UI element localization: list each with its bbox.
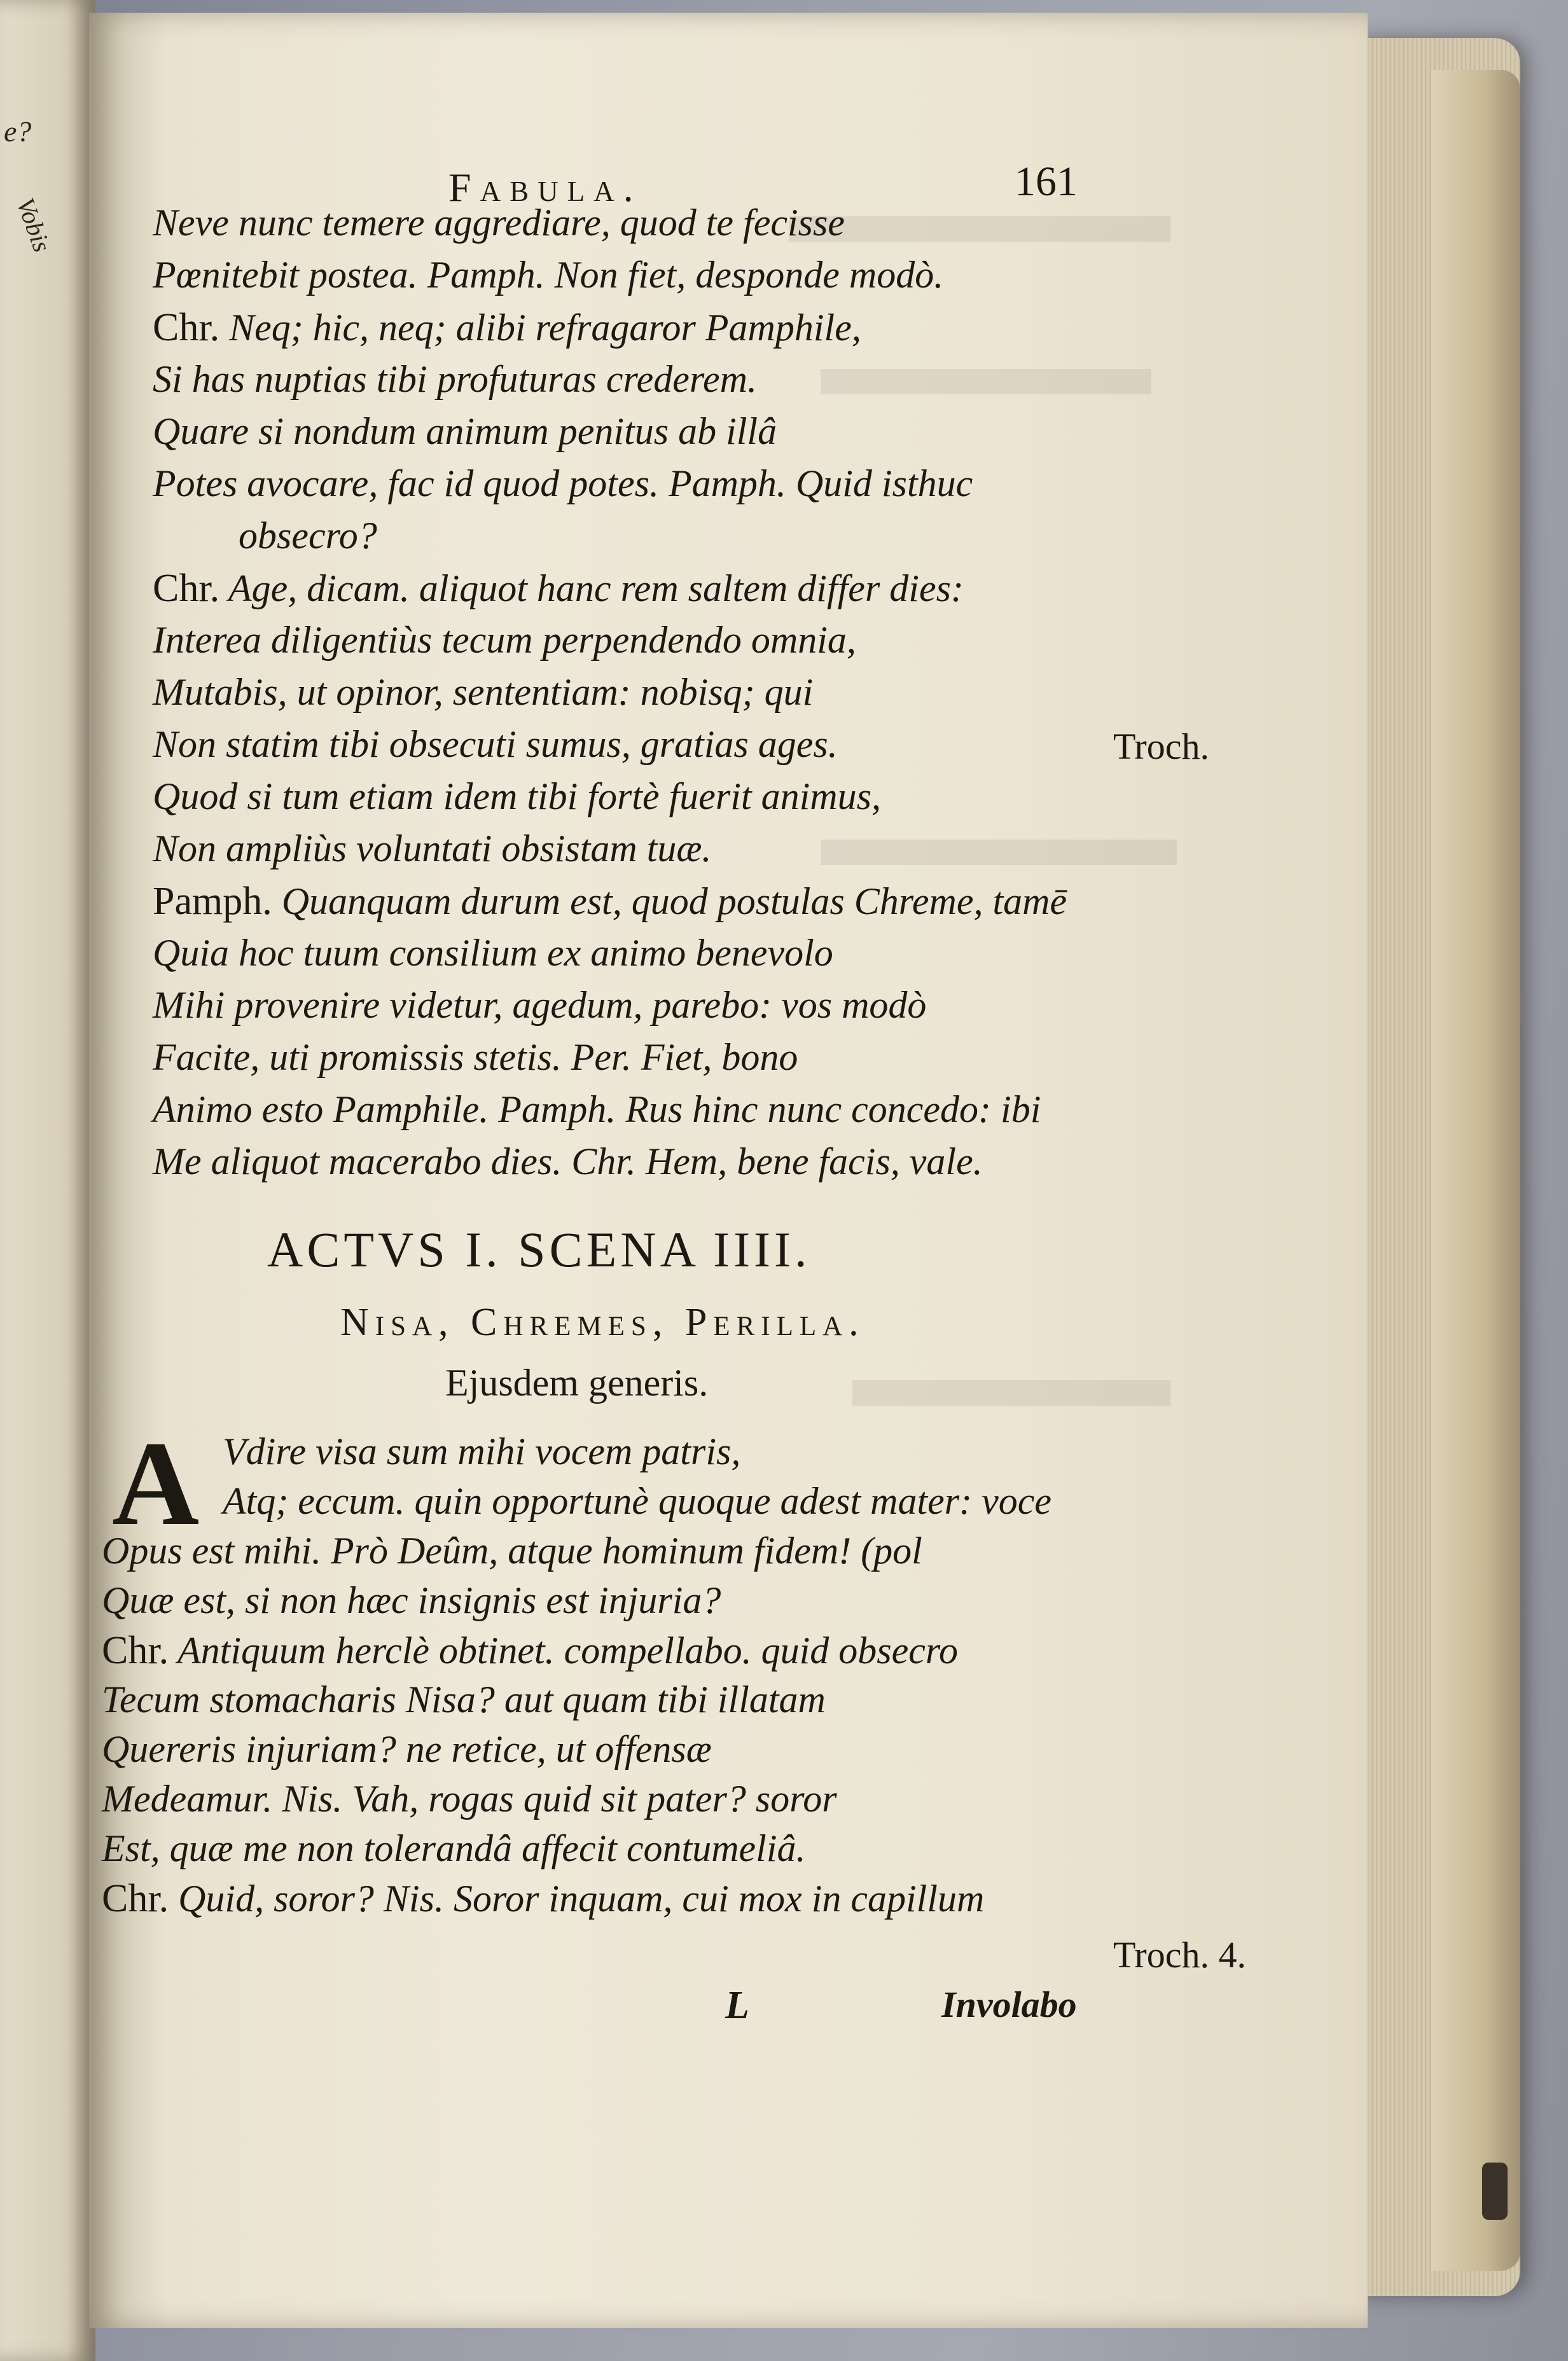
verse-line [102,1532,922,1570]
verse-text: Quia hoc tuum consilium ex animo benevolo [153,932,833,974]
verse-line [102,1780,837,1818]
verse-text: Facite, uti promissis stetis. Per. Fiet, bono [153,1036,798,1078]
binding-clasp [1482,2163,1508,2220]
running-head: Fabula. [448,165,642,210]
verse-text: Atq; eccum. quin opportunè quoque adest mater: voce [223,1480,1051,1522]
verse-text: obsecro? [239,515,377,557]
verse-text: Est, quæ me non tolerandâ affecit contumeliâ. [102,1827,806,1869]
verse-line [153,986,926,1024]
verse-text: Interea diligentiùs tecum perpendendo omnia, [153,619,856,661]
verse-line [153,204,845,242]
verse-line [223,1432,740,1471]
verse-text: Animo esto Pamphile. Pamph. Rus hinc nunc concedo: ibi [153,1088,1041,1130]
verse-text: Mihi provenire videtur, agedum, parebo: vos modò [153,984,927,1026]
speaker-label: Chr. [102,1877,169,1920]
drop-cap: A [112,1417,200,1551]
verse-line [153,464,973,502]
verse-line [102,1879,984,1918]
verse-line [102,1581,721,1619]
verse-text: Pœnitebit postea. Pamph. Non fiet, desponde modò. [153,254,944,296]
verse-line [153,308,861,347]
verse-line [153,673,813,711]
verse-text: Potes avocare, fac id quod potes. Pamph. Quid isthuc [153,462,973,504]
verse-line [102,1631,958,1670]
verse-line [153,1142,983,1180]
verse-line [239,516,377,555]
verse-text: Quid, soror? Nis. Soror inquam, cui mox in capillum [169,1878,985,1920]
verse-text: Si has nuptias tibi profuturas crederem. [153,358,757,400]
verse-text: Quanquam durum est, quod postulas Chreme, tamē [272,880,1067,922]
verse-line [102,1829,806,1867]
book-page [89,13,1368,2328]
verse-text: Non ampliùs voluntati obsistam tuæ. [153,827,712,869]
verse-text: Mutabis, ut opinor, sententiam: nobisq; qui [153,671,814,713]
verse-text: Non statim tibi obsecuti sumus, gratias ages. [153,723,838,765]
verse-line [153,569,964,608]
left-margin-note: e? [4,115,32,148]
verse-line [102,1680,826,1719]
page-text [89,13,1368,2328]
book-cover-edge [1431,70,1520,2271]
verse-text: Vdire visa sum mihi vocem patris, [223,1430,741,1472]
verse-line [153,256,943,294]
verse-text: Medeamur. Nis. Vah, rogas quid sit pater? soror [102,1778,837,1820]
verse-text: Opus est mihi. Prò Deûm, atque hominum fidem! (pol [102,1530,922,1572]
verse-text: Neve nunc temere aggrediare, quod te fecisse [153,202,845,244]
verse-line [153,934,833,972]
verse-line [223,1482,1051,1520]
verse-line [153,412,777,450]
verse-line [153,1090,1041,1128]
verse-line [153,777,881,815]
margin-note: Troch. [1113,726,1209,767]
verse-line [153,829,711,868]
verse-line [153,1038,798,1076]
verse-text: Me aliquot macerabo dies. Chr. Hem, bene facis, vale. [153,1140,983,1182]
verse-text: Tecum stomacharis Nisa? aut quam tibi illatam [102,1679,826,1721]
page-number: 161 [1015,158,1078,205]
scene-characters: Nisa, Chremes, Perilla. [340,1301,865,1344]
verse-line [153,621,856,659]
verse-text: Neq; hic, neq; alibi refragaror Pamphile, [219,307,861,349]
verse-line [153,360,757,398]
verse-line [153,725,838,763]
signature-mark: L [725,1984,749,2027]
speaker-label: Chr. [102,1629,169,1672]
verse-line [153,882,1067,921]
verse-text: Antiquum herclè obtinet. compellabo. quid obsecro [169,1630,958,1672]
catchword: Involabo [941,1984,1077,2025]
speaker-label: Chr. [153,306,220,349]
verse-text: Quod si tum etiam idem tibi fortè fuerit animus, [153,775,881,817]
scene-margin-note: Troch. 4. [1113,1934,1246,1976]
speaker-label: Chr. [153,567,220,610]
verse-text: Quæ est, si non hæc insignis est injuria? [102,1579,721,1621]
act-heading: ACTVS I. SCENA IIII. [267,1222,811,1277]
verse-line [102,1730,712,1768]
verse-text: Quare si nondum animum penitus ab illâ [153,410,777,452]
scene-genre: Ejusdem generis. [445,1362,709,1404]
speaker-label: Pamph. [153,880,272,923]
verse-text: Quereris injuriam? ne retice, ut offensæ [102,1728,712,1770]
left-page-edge [0,0,95,2361]
left-margin-note: Vobis [11,194,57,256]
verse-text: Age, dicam. aliquot hanc rem saltem differ dies: [219,567,964,609]
